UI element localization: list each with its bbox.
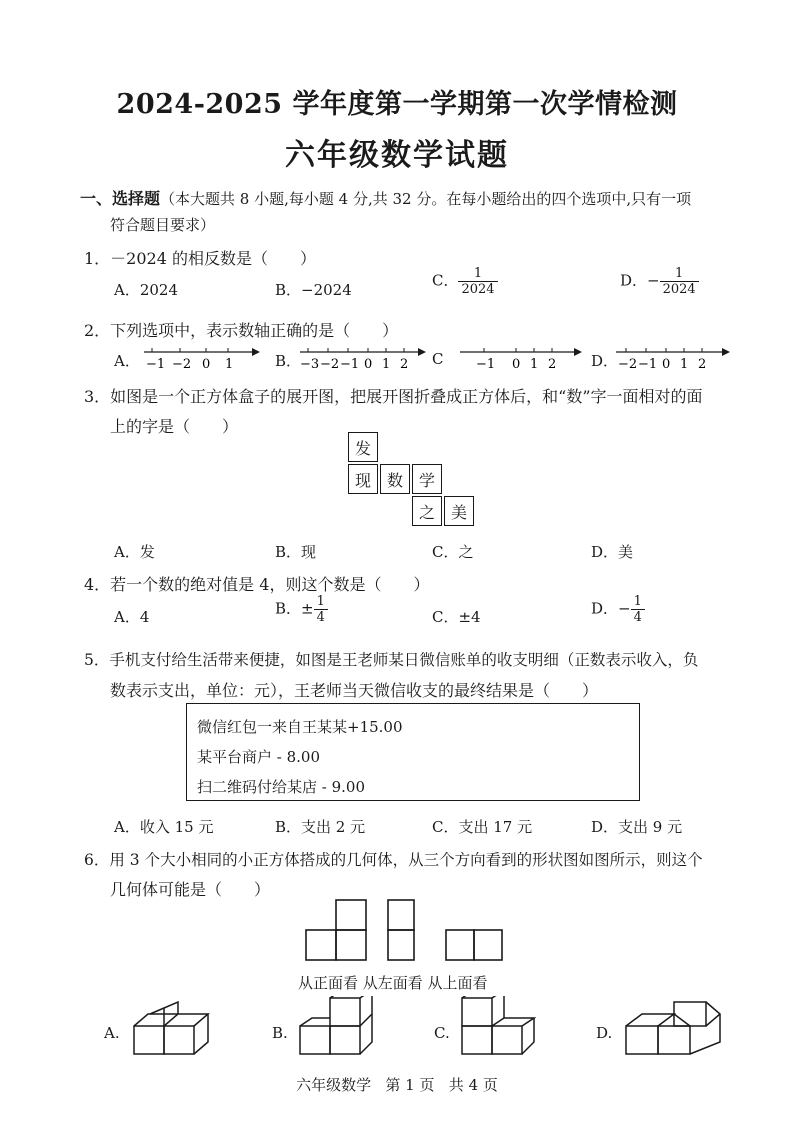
exam-title: 2024-2025 学年度第一学期第一次学情检测 <box>116 89 678 120</box>
q1-option-c-label: C． <box>432 271 459 290</box>
q2-option-a-number-line <box>140 344 260 374</box>
q2-option-d-label: D． <box>591 352 619 370</box>
cube-net <box>348 432 478 532</box>
q3-option-a: A．发 <box>114 543 155 561</box>
section1-instruction-1: （本大题共 8 小题,每小题 4 分,共 32 分。在每小题给出的四个选项中,只有一项 <box>160 190 692 208</box>
fraction-denominator: 2024 <box>461 282 495 297</box>
q2-option-a-label: A． <box>114 352 140 370</box>
section1-intro <box>80 186 691 209</box>
tick-label: −1 <box>638 357 658 372</box>
tick-label: −1 <box>476 357 496 372</box>
q1-option-d <box>620 266 699 297</box>
net-cell: 数 <box>380 464 410 494</box>
fraction-numerator: 1 <box>458 266 497 282</box>
tick-label: −1 <box>340 357 360 372</box>
q3-stem-line2: 上的字是（ ） <box>110 417 239 436</box>
q4-stem: 4．若一个数的绝对值是 4，则这个数是（ ） <box>84 575 430 594</box>
q6-stem-line1: 6．用 3 个大小相同的小正方体搭成的几何体，从三个方向看到的形状图如图所示，则这个 <box>84 851 703 869</box>
q4-option-a: A．4 <box>114 608 150 626</box>
net-cell: 之 <box>412 496 442 526</box>
tick-label: −2 <box>172 357 192 372</box>
tick-label: 2 <box>548 357 557 372</box>
axis-arrow <box>722 348 730 356</box>
fraction-denominator: 4 <box>633 610 642 625</box>
fraction-numerator: 1 <box>631 594 645 610</box>
tick-label: 0 <box>202 357 211 372</box>
q6-stem-line2: 几何体可能是（ ） <box>110 880 271 899</box>
q1-option-a: A．2024 <box>114 281 179 299</box>
exam-subtitle: 六年级数学试题 <box>285 138 509 173</box>
tick-label: 0 <box>662 357 671 372</box>
fraction-denominator: 4 <box>316 610 325 625</box>
page-footer: 六年级数学 第 1 页 共 4 页 <box>296 1076 498 1094</box>
three-views-caption: 从正面看 从左面看 从上面看 <box>298 974 488 992</box>
tick-label: −3 <box>300 357 320 372</box>
q4-option-b <box>275 594 328 625</box>
tick-label: 1 <box>680 357 689 372</box>
left-view-square <box>388 930 414 960</box>
q3-option-c: C．之 <box>432 543 474 561</box>
bill-entry: 某平台商户 - 8.00 <box>197 748 321 766</box>
tick-label: 1 <box>225 357 234 372</box>
tick-label: 0 <box>512 357 521 372</box>
q6-option-d-label: D. <box>596 1024 613 1042</box>
section1-heading: 一、选择题 <box>80 189 161 208</box>
front-view-square <box>336 900 366 930</box>
net-cell: 现 <box>348 464 378 494</box>
q6-option-a-label: A. <box>104 1024 120 1042</box>
bill-entry: 扫二维码付给某店 - 9.00 <box>197 778 366 796</box>
q4-option-d <box>591 594 645 625</box>
q4-option-b-label: B．± <box>275 599 314 618</box>
fraction-numerator: 1 <box>314 594 328 610</box>
q6-option-c-label: C. <box>434 1024 450 1042</box>
axis-arrow <box>418 348 426 356</box>
q4-option-c: C．±4 <box>432 608 481 626</box>
front-view-square <box>306 930 336 960</box>
q6-option-d-figure <box>624 1000 724 1058</box>
net-cell: 学 <box>412 464 442 494</box>
top-view-square <box>446 930 474 960</box>
q1-option-d-fraction <box>660 266 699 297</box>
q1-stem: 1．－2024 的相反数是（ ） <box>84 249 316 268</box>
q1-option-c-fraction <box>458 266 497 297</box>
q2-option-b-label: B． <box>275 352 302 370</box>
q3-option-b: B．现 <box>275 543 317 561</box>
q2-option-d-number-line <box>614 344 732 374</box>
fraction-numerator: 1 <box>660 266 699 282</box>
q5-option-d: D．支出 9 元 <box>591 818 683 836</box>
q2-option-c-label: C <box>432 350 444 368</box>
q5-option-c: C．支出 17 元 <box>432 818 533 836</box>
q1-option-d-label: D．− <box>620 271 660 290</box>
q6-option-b-label: B. <box>272 1024 288 1042</box>
top-view-square <box>474 930 502 960</box>
q3-stem-line1: 3．如图是一个正方体盒子的展开图，把展开图折叠成正方体后，和“数”字一面相对的面 <box>84 387 703 406</box>
three-views-figure <box>300 896 510 966</box>
tick-label: 0 <box>364 357 373 372</box>
q5-option-a: A．收入 15 元 <box>114 818 214 836</box>
q1-option-c <box>432 266 498 297</box>
q6-option-c-figure <box>460 996 536 1058</box>
q3-option-d: D．美 <box>591 543 634 561</box>
q2-stem: 2．下列选项中，表示数轴正确的是（ ） <box>84 321 399 340</box>
section1-instruction-2: 符合题目要求） <box>110 216 216 234</box>
q4-option-d-fraction <box>631 594 645 625</box>
axis-arrow <box>574 348 582 356</box>
tick-label: 1 <box>382 357 391 372</box>
q4-option-d-label: D．− <box>591 599 631 618</box>
q1-option-b: B．−2024 <box>275 281 352 299</box>
fraction-denominator: 2024 <box>662 282 696 297</box>
tick-label: −2 <box>320 357 340 372</box>
q4-option-b-fraction <box>314 594 328 625</box>
q2-option-b-number-line <box>298 344 428 374</box>
q5-option-b: B．支出 2 元 <box>275 818 366 836</box>
axis-arrow <box>252 348 260 356</box>
tick-label: 2 <box>400 357 409 372</box>
wechat-bill-box <box>186 703 640 801</box>
tick-label: −1 <box>146 357 166 372</box>
q5-stem-line1: 5．手机支付给生活带来便捷，如图是王老师某日微信账单的收支明细（正数表示收入，负 <box>84 651 699 669</box>
bill-entry: 微信红包一来自王某某+15.00 <box>197 718 403 736</box>
net-cell: 美 <box>444 496 474 526</box>
net-cell: 发 <box>348 432 378 462</box>
q6-option-b-figure <box>298 996 378 1058</box>
tick-label: 1 <box>530 357 539 372</box>
q5-stem-line2: 数表示支出，单位：元），王老师当天微信收支的最终结果是（ ） <box>110 681 599 700</box>
left-view-square <box>388 900 414 930</box>
q6-option-a-figure <box>132 1000 212 1058</box>
front-view-square <box>336 930 366 960</box>
tick-label: −2 <box>618 357 638 372</box>
tick-label: 2 <box>698 357 707 372</box>
q2-option-c-number-line <box>456 344 584 374</box>
